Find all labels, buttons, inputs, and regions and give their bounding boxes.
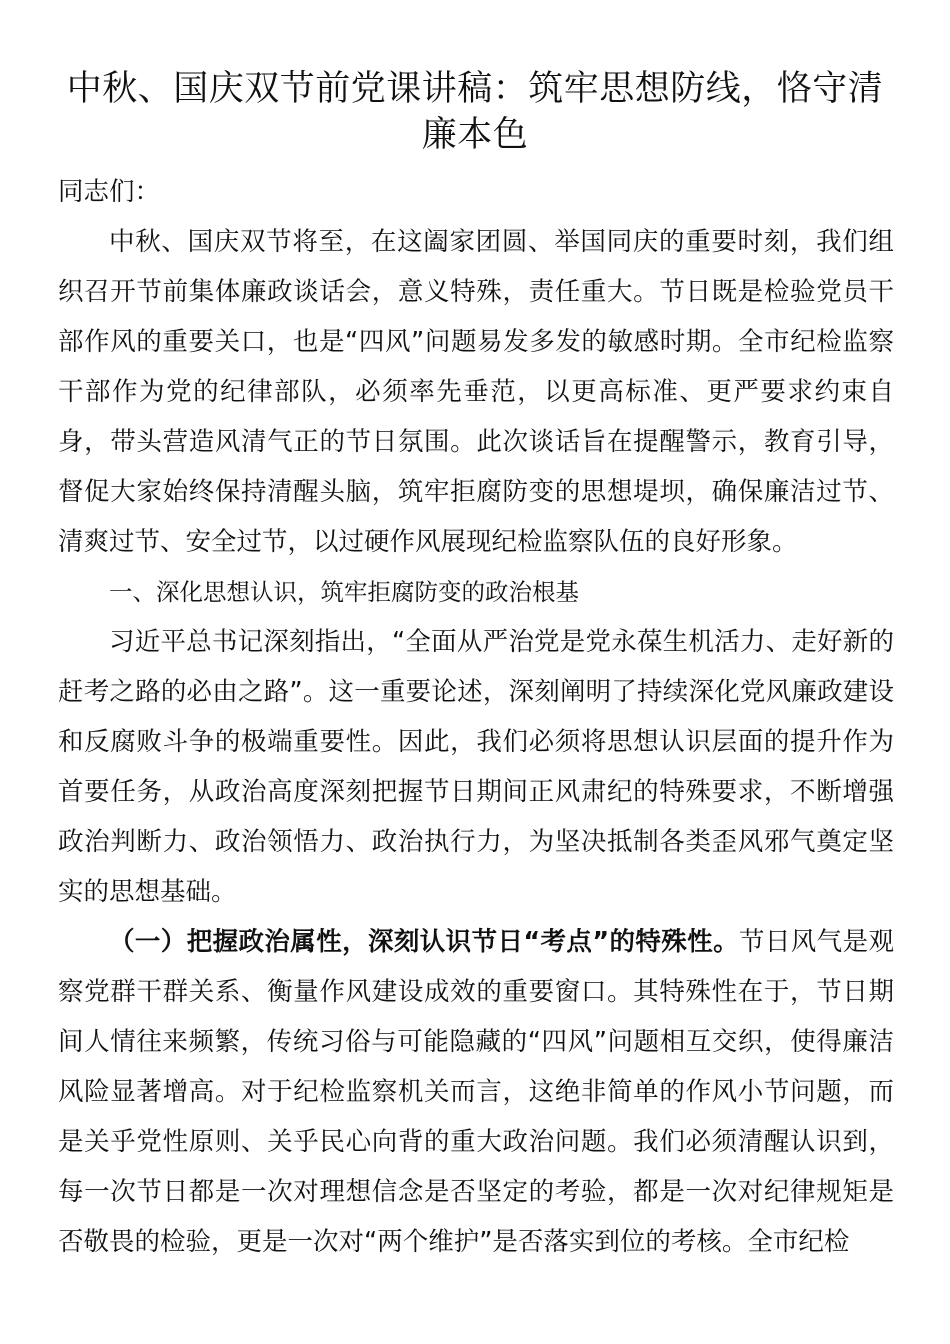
section-1-heading: 一、深化思想认识，筑牢拒腐防变的政治根基 <box>109 578 579 606</box>
subsection-1-text: 节日风气是观察党群干群关系、衡量作风建设成效的重要窗口。其特殊性在于，节日期间人情往来频繁，传统习俗与可能隐藏的“四风”问题相互交织，使得廉洁风险显著增高。对于纪检监察机关而言，这绝非简单的作风小节问题，而是关乎党性原则、关乎民心向背的重大政治问题。我们必须清醒认识到，每一次节日都是一次对理想信念是否坚定的考验，都是一次对纪律规矩是否敬畏的检验，更是一次对“两个维护”是否落实到位的考核。全市纪检 <box>58 927 894 1257</box>
section-1-paragraph: 习近平总书记深刻指出，“全面从严治党是党永葆生机活力、走好新的赶考之路的必由之路”。这一重要论述，深刻阐明了持续深化党风廉政建设和反腐败斗争的极端重要性。因此，我们必须将思想认识层面的提升作为首要任务，从政治高度深刻把握节日期间正风肃纪的特殊要求，不断增强政治判断力、政治领悟力、政治执行力，为坚决抵制各类歪风邪气奠定坚实的思想基础。 <box>58 627 894 907</box>
intro-paragraph: 中秋、国庆双节将至，在这阖家团圆、举国同庆的重要时刻，我们组织召开节前集体廉政谈话会，意义特殊，责任重大。节日既是检验党员干部作风的重要关口，也是“四风”问题易发多发的敏感时期。全市纪检监察干部作为党的纪律部队，必须率先垂范，以更高标准、更严要求约束自身，带头营造风清气正的节日氛围。此次谈话旨在提醒警示，教育引导，督促大家始终保持清醒头脑，筑牢拒腐防变的思想堤坝，确保廉洁过节、清爽过节、安全过节，以过硬作风展现纪检监察队伍的良好形象。 <box>58 227 894 557</box>
subsection-1-paragraph <box>58 917 894 1267</box>
subsection-1-lead: （一）把握政治属性，深刻认识节日“考点”的特殊性。 <box>109 927 739 957</box>
document-body <box>58 167 894 1267</box>
document-title: 中秋、国庆双节前党课讲稿：筑牢思想防线，恪守清廉本色 <box>66 69 884 155</box>
salutation: 同志们： <box>58 177 161 207</box>
